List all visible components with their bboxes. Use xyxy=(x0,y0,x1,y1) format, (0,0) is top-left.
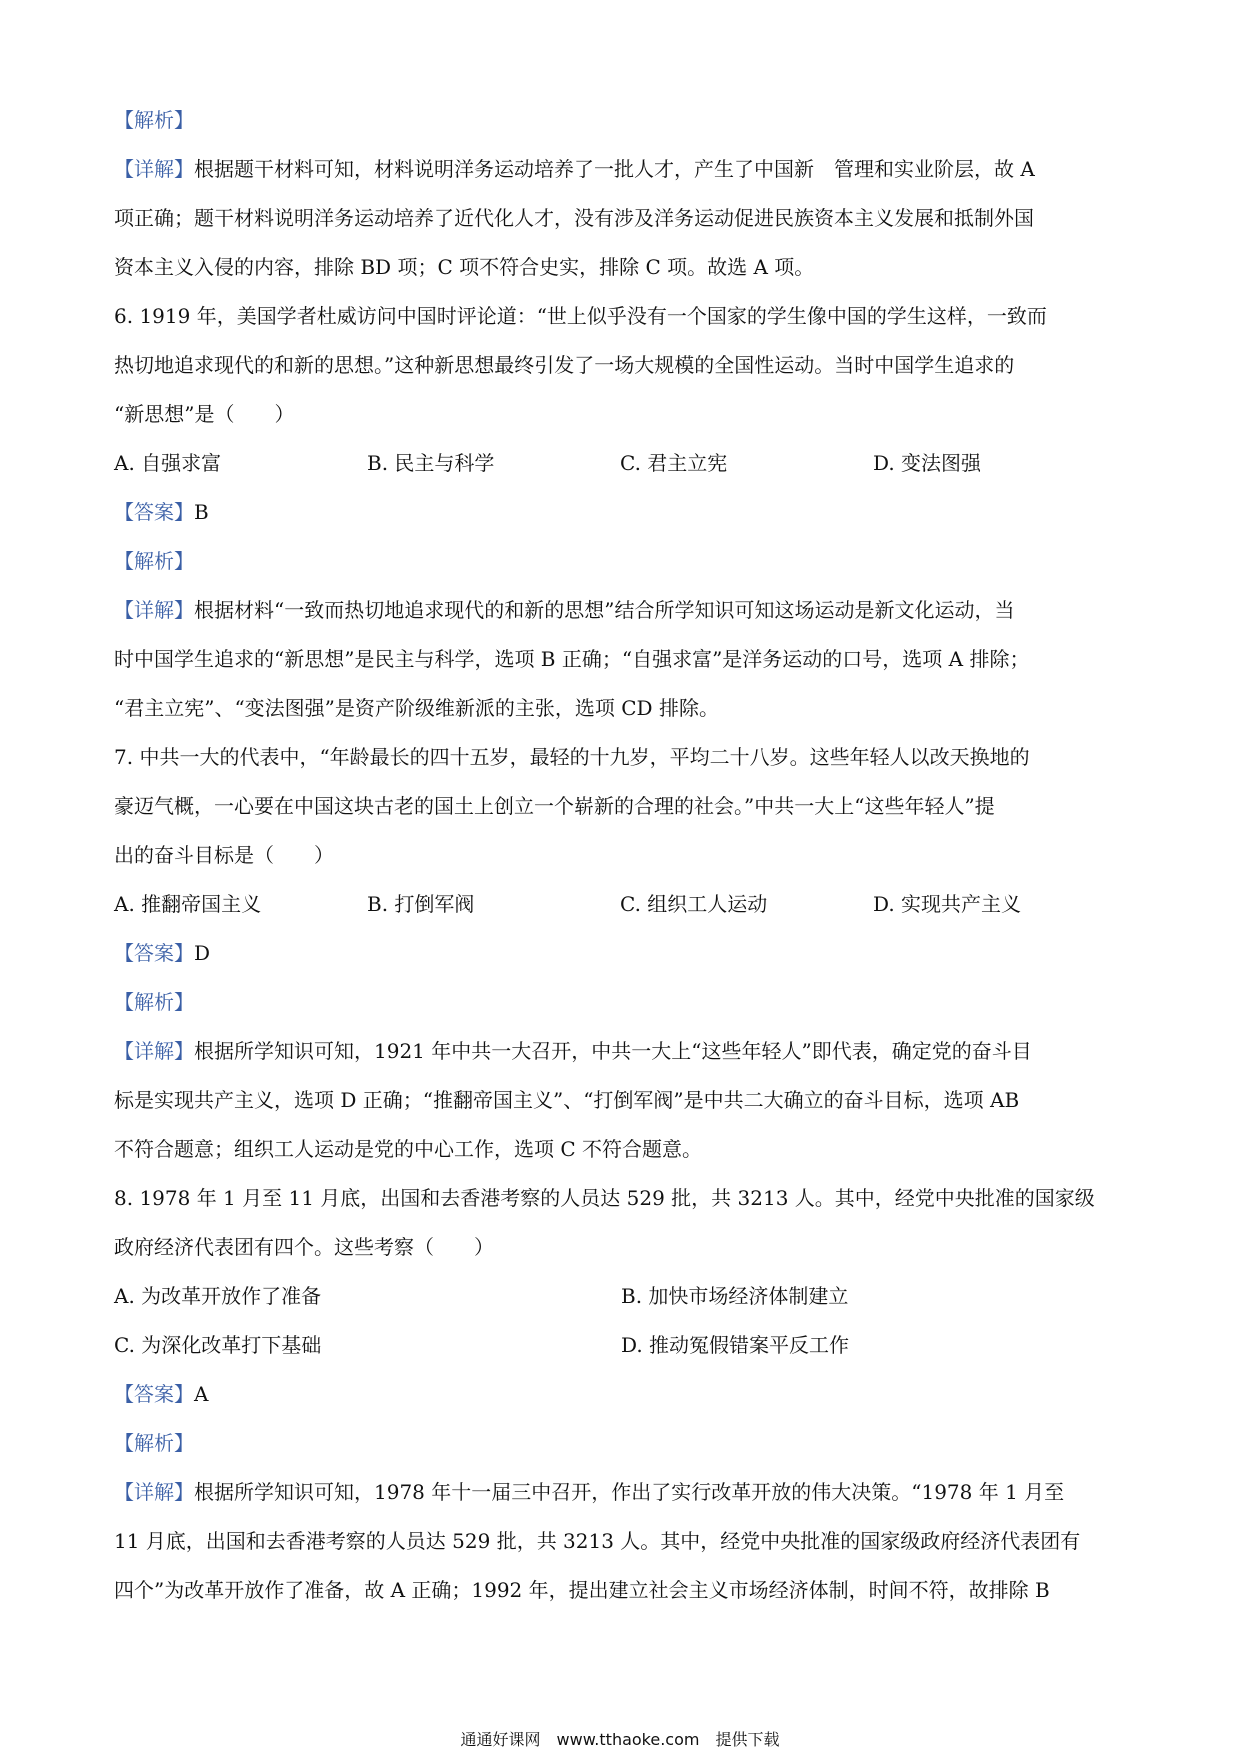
question-stem: “新思想”是（ ） xyxy=(114,402,295,426)
option-b: B. 民主与科学 xyxy=(367,451,495,475)
detail-line xyxy=(114,586,1128,635)
question-stem: 热切地追求现代的和新的思想。”这种新思想最终引发了一场大规模的全国性运动。当时中国学生追求的 xyxy=(114,353,1015,377)
detail-line xyxy=(114,1468,1128,1517)
option-d: D. 变法图强 xyxy=(873,451,982,475)
option-d: D. 实现共产主义 xyxy=(873,892,1022,916)
answer-value: B xyxy=(194,500,209,524)
detail-text: 根据所学知识可知，1978 年十一届三中召开，作出了实行改革开放的伟大决策。“1978 年 1 月至 xyxy=(194,1480,1065,1504)
answer-value: D xyxy=(194,941,211,965)
detail-text: 根据所学知识可知，1921 年中共一大召开，中共一大上“这些年轻人”即代表，确定党的奋斗目 xyxy=(194,1039,1032,1063)
option-b: B. 加快市场经济体制建立 xyxy=(621,1284,849,1308)
document-page xyxy=(114,96,1128,1615)
answer-line xyxy=(114,1370,1128,1419)
answer-value: A xyxy=(194,1382,209,1406)
answer-tag: 【答案】 xyxy=(114,500,194,524)
question-stem: 出的奋斗目标是（ ） xyxy=(114,843,334,867)
analysis-tag: 【解析】 xyxy=(114,1431,194,1455)
option-c: C. 组织工人运动 xyxy=(620,892,768,916)
answer-tag: 【答案】 xyxy=(114,941,194,965)
options-row xyxy=(114,439,1128,488)
question-stem: 豪迈气概，一心要在中国这块古老的国土上创立一个崭新的合理的社会。”中共一大上“这些年轻人”提 xyxy=(114,794,995,818)
answer-line xyxy=(114,488,1128,537)
question-stem: 6. 1919 年，美国学者杜威访问中国时评论道：“世上似乎没有一个国家的学生像中国的学生这样，一致而 xyxy=(114,304,1047,328)
analysis-tag: 【解析】 xyxy=(114,549,194,573)
options-row xyxy=(114,880,1128,929)
detail-text: 根据材料“一致而热切地追求现代的和新的思想”结合所学知识可知这场运动是新文化运动，当 xyxy=(194,598,1015,622)
option-a: A. 自强求富 xyxy=(114,451,222,475)
options-row xyxy=(114,1321,1128,1370)
detail-tag: 【详解】 xyxy=(114,1480,194,1504)
question-stem: 7. 中共一大的代表中，“年龄最长的四十五岁，最轻的十九岁，平均二十八岁。这些年轻人以改天换地的 xyxy=(114,745,1030,769)
detail-text: 根据题干材料可知，材料说明洋务运动培养了一批人才，产生了中国新 管理和实业阶层，故 A xyxy=(194,157,1035,181)
option-c: C. 为深化改革打下基础 xyxy=(114,1333,322,1357)
analysis-tag: 【解析】 xyxy=(114,108,194,132)
option-b: B. 打倒军阀 xyxy=(367,892,475,916)
detail-tag: 【详解】 xyxy=(114,157,194,181)
detail-line xyxy=(114,1027,1128,1076)
detail-line xyxy=(114,145,1128,194)
page-footer: 通通好课网 www.tthaoke.com 提供下载 xyxy=(460,1730,780,1749)
analysis-tag: 【解析】 xyxy=(114,990,194,1014)
detail-line: “君主立宪”、“变法图强”是资产阶级维新派的主张，选项 CD 排除。 xyxy=(114,696,719,720)
detail-line: 四个”为改革开放作了准备，故 A 正确；1992 年，提出建立社会主义市场经济体制，时间不符，故排除 B xyxy=(114,1578,1050,1602)
detail-line: 资本主义入侵的内容，排除 BD 项；C 项不符合史实，排除 C 项。故选 A 项。 xyxy=(114,255,815,279)
answer-tag: 【答案】 xyxy=(114,1382,194,1406)
answer-line xyxy=(114,929,1128,978)
option-a: A. 为改革开放作了准备 xyxy=(114,1284,322,1308)
option-d: D. 推动冤假错案平反工作 xyxy=(621,1333,850,1357)
detail-line: 标是实现共产主义，选项 D 正确；“推翻帝国主义”、“打倒军阀”是中共二大确立的奋斗目标，选项 AB xyxy=(114,1088,1020,1112)
detail-line: 时中国学生追求的“新思想”是民主与科学，选项 B 正确；“自强求富”是洋务运动的口号，选项 A 排除； xyxy=(114,647,1030,671)
options-row xyxy=(114,1272,1128,1321)
detail-tag: 【详解】 xyxy=(114,598,194,622)
question-stem: 8. 1978 年 1 月至 11 月底，出国和去香港考察的人员达 529 批，共 3213 人。其中，经党中央批准的国家级 xyxy=(114,1186,1095,1210)
option-a: A. 推翻帝国主义 xyxy=(114,892,262,916)
detail-line: 项正确；题干材料说明洋务运动培养了近代化人才，没有涉及洋务运动促进民族资本主义发展和抵制外国 xyxy=(114,206,1034,230)
question-stem: 政府经济代表团有四个。这些考察（ ） xyxy=(114,1235,494,1259)
detail-line: 不符合题意；组织工人运动是党的中心工作，选项 C 不符合题意。 xyxy=(114,1137,703,1161)
option-c: C. 君主立宪 xyxy=(620,451,728,475)
detail-tag: 【详解】 xyxy=(114,1039,194,1063)
detail-line: 11 月底，出国和去香港考察的人员达 529 批，共 3213 人。其中，经党中央批准的国家级政府经济代表团有 xyxy=(114,1529,1081,1553)
